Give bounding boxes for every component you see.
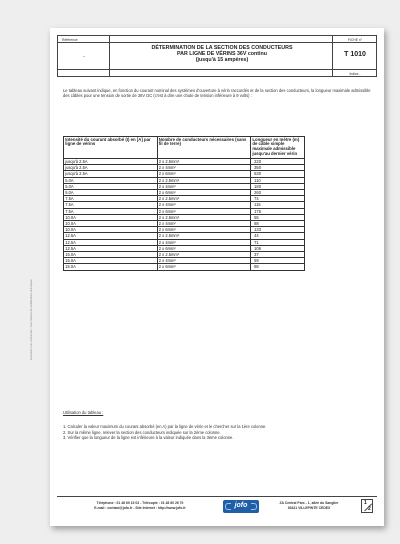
cell-current: 12.5A <box>64 239 158 245</box>
fiche-cell <box>332 36 376 76</box>
cell-current: 10.0A <box>64 221 158 227</box>
cell-conductors: 2 x 4mm² <box>157 202 251 208</box>
cell-length: 55 <box>251 214 305 220</box>
cell-current: jusqu'à 2.5A <box>64 171 158 177</box>
cell-current: 7.5A <box>64 202 158 208</box>
cell-length: 115 <box>251 202 305 208</box>
cell-length: 260 <box>251 190 305 196</box>
cell-length: 180 <box>251 183 305 189</box>
fiche-label: FICHE n° <box>347 37 363 42</box>
title-line: DÉTERMINATION DE LA SECTION DES CONDUCTEURS <box>151 45 293 51</box>
cell-length: 106 <box>251 245 305 251</box>
intro-paragraph: Le tableau suivant indique, en fonction du courant nominal des systèmes d'ouverture à vérin raccordés et de la section des conducteurs, la longueur maximale admissible des câbles pour une tension de sortie de 36V DC (c'est à dire une chute de tension inférieure à 9 volts) : <box>63 88 371 99</box>
cell-length: 133 <box>251 227 305 233</box>
cell-length: 110 <box>251 177 305 183</box>
cell-current: jusqu'à 2.5A <box>64 159 158 165</box>
usage-steps <box>63 424 371 441</box>
cell-length: 71 <box>251 239 305 245</box>
cell-conductors: 2 x 4mm² <box>157 221 251 227</box>
cell-conductors: 2 x 2.5mm² <box>157 252 251 258</box>
logo-right-wing-icon <box>251 503 257 510</box>
cell-length: 88 <box>251 264 305 270</box>
side-legal-text: Document non contractuel - Sous réserve de modifications techniques <box>30 279 33 360</box>
cell-conductors: 2 x 6mm² <box>157 190 251 196</box>
footer-contact <box>65 501 215 511</box>
reference-label: Référence <box>62 37 78 42</box>
cell-conductors: 2 x 4mm² <box>157 165 251 171</box>
cell-length: 530 <box>251 171 305 177</box>
reference-cell <box>58 36 110 76</box>
title-line: (jusqu'à 15 ampères) <box>195 57 249 64</box>
page-current: 1 <box>364 500 367 506</box>
cell-length: 220 <box>251 159 305 165</box>
footer-address-line: ZA Central Parc - 1, allée du Sanglier <box>279 501 339 505</box>
cell-current: 5.0A <box>64 190 158 196</box>
footer-address <box>269 501 349 511</box>
footer <box>57 496 377 516</box>
cell-conductors: 2 x 2.5mm² <box>157 196 251 202</box>
usage-title: Utilisation du tableau : <box>63 410 104 415</box>
cell-conductors: 2 x 6mm² <box>157 264 251 270</box>
usage-step: 3. Vérifier que la longueur de la ligne est inférieure à la valeur indiquée dans la 3ème colonne. <box>63 435 234 441</box>
header-length: Longueur en mètre (m) de câble simple maximale admissible jusqu'au dernier vérin <box>251 137 305 159</box>
cell-conductors: 2 x 6mm² <box>157 245 251 251</box>
cell-conductors: 2 x 2.5mm² <box>157 214 251 220</box>
cell-conductors: 2 x 2.5mm² <box>157 177 251 183</box>
cell-conductors: 2 x 4mm² <box>157 258 251 264</box>
cell-length: 175 <box>251 208 305 214</box>
footer-contact-line: E-mail : contact@jofo.fr - Site Internet : http://www.jofo.fr <box>94 506 186 510</box>
fiche-indice: Indice - <box>349 72 361 76</box>
footer-contact-line: Téléphone : 01 48 60 15 03 - Télécopie : 01 48 60 26 70 <box>96 501 184 505</box>
cell-current: 7.5A <box>64 196 158 202</box>
cell-length: 74 <box>251 196 305 202</box>
cell-conductors: 2 x 4mm² <box>157 239 251 245</box>
fiche-code: T 1010 <box>344 51 366 58</box>
footer-address-line: 93421 VILLEPINTE CEDEX <box>287 506 331 510</box>
header-block <box>57 35 377 77</box>
title-line: PAR LIGNE DE VÉRINS 36V continu <box>177 51 267 58</box>
cell-conductors: 2 x 2.5mm² <box>157 159 251 165</box>
cell-current: 5.0A <box>64 183 158 189</box>
cell-length: 44 <box>251 233 305 239</box>
document-page <box>50 28 384 526</box>
usage-step: 2. Sur la même ligne, relever la section des conducteurs indiquée sur la 2ème colonne. <box>63 429 221 435</box>
company-logo <box>223 500 259 513</box>
cell-conductors: 2 x 6mm² <box>157 227 251 233</box>
cell-current: 15.0A <box>64 264 158 270</box>
table-header-row <box>64 137 305 159</box>
cell-current: 7.5A <box>64 208 158 214</box>
cell-current: 15.0A <box>64 252 158 258</box>
document-title <box>110 45 334 64</box>
cell-length: 37 <box>251 252 305 258</box>
usage-step: 1. Calculer la valeur maximum du courant absorbé (en A) par la ligne de vérin et le chercher sur la 1ère colonne. <box>63 424 267 429</box>
cell-length: 88 <box>251 221 305 227</box>
header-conductors: Nombre de conducteurs nécessaires (sans fil de terre) <box>157 137 251 159</box>
cell-conductors: 2 x 6mm² <box>157 208 251 214</box>
cell-current: 5.0A <box>64 177 158 183</box>
side-legal-note <box>30 240 42 360</box>
page-total: 2 <box>368 506 371 512</box>
cell-current: 10.0A <box>64 227 158 233</box>
cell-length: 59 <box>251 258 305 264</box>
logo-text: jofo <box>234 502 248 509</box>
header-current: Intensité du courant absorbé (I) en [A] par ligne de vérins <box>64 137 158 159</box>
table-row <box>64 264 305 270</box>
cell-current: 15.0A <box>64 258 158 264</box>
cell-current: 12.5A <box>64 233 158 239</box>
cell-current: jusqu'à 2.5A <box>64 165 158 171</box>
cell-conductors: 2 x 4mm² <box>157 183 251 189</box>
reference-value: - <box>83 54 85 60</box>
cell-conductors: 2 x 2.5mm² <box>157 233 251 239</box>
cell-current: 12.5A <box>64 245 158 251</box>
cell-conductors: 2 x 6mm² <box>157 171 251 177</box>
page-number-box <box>361 499 373 513</box>
cable-section-table <box>63 136 305 271</box>
cell-current: 10.0A <box>64 214 158 220</box>
cell-length: 350 <box>251 165 305 171</box>
